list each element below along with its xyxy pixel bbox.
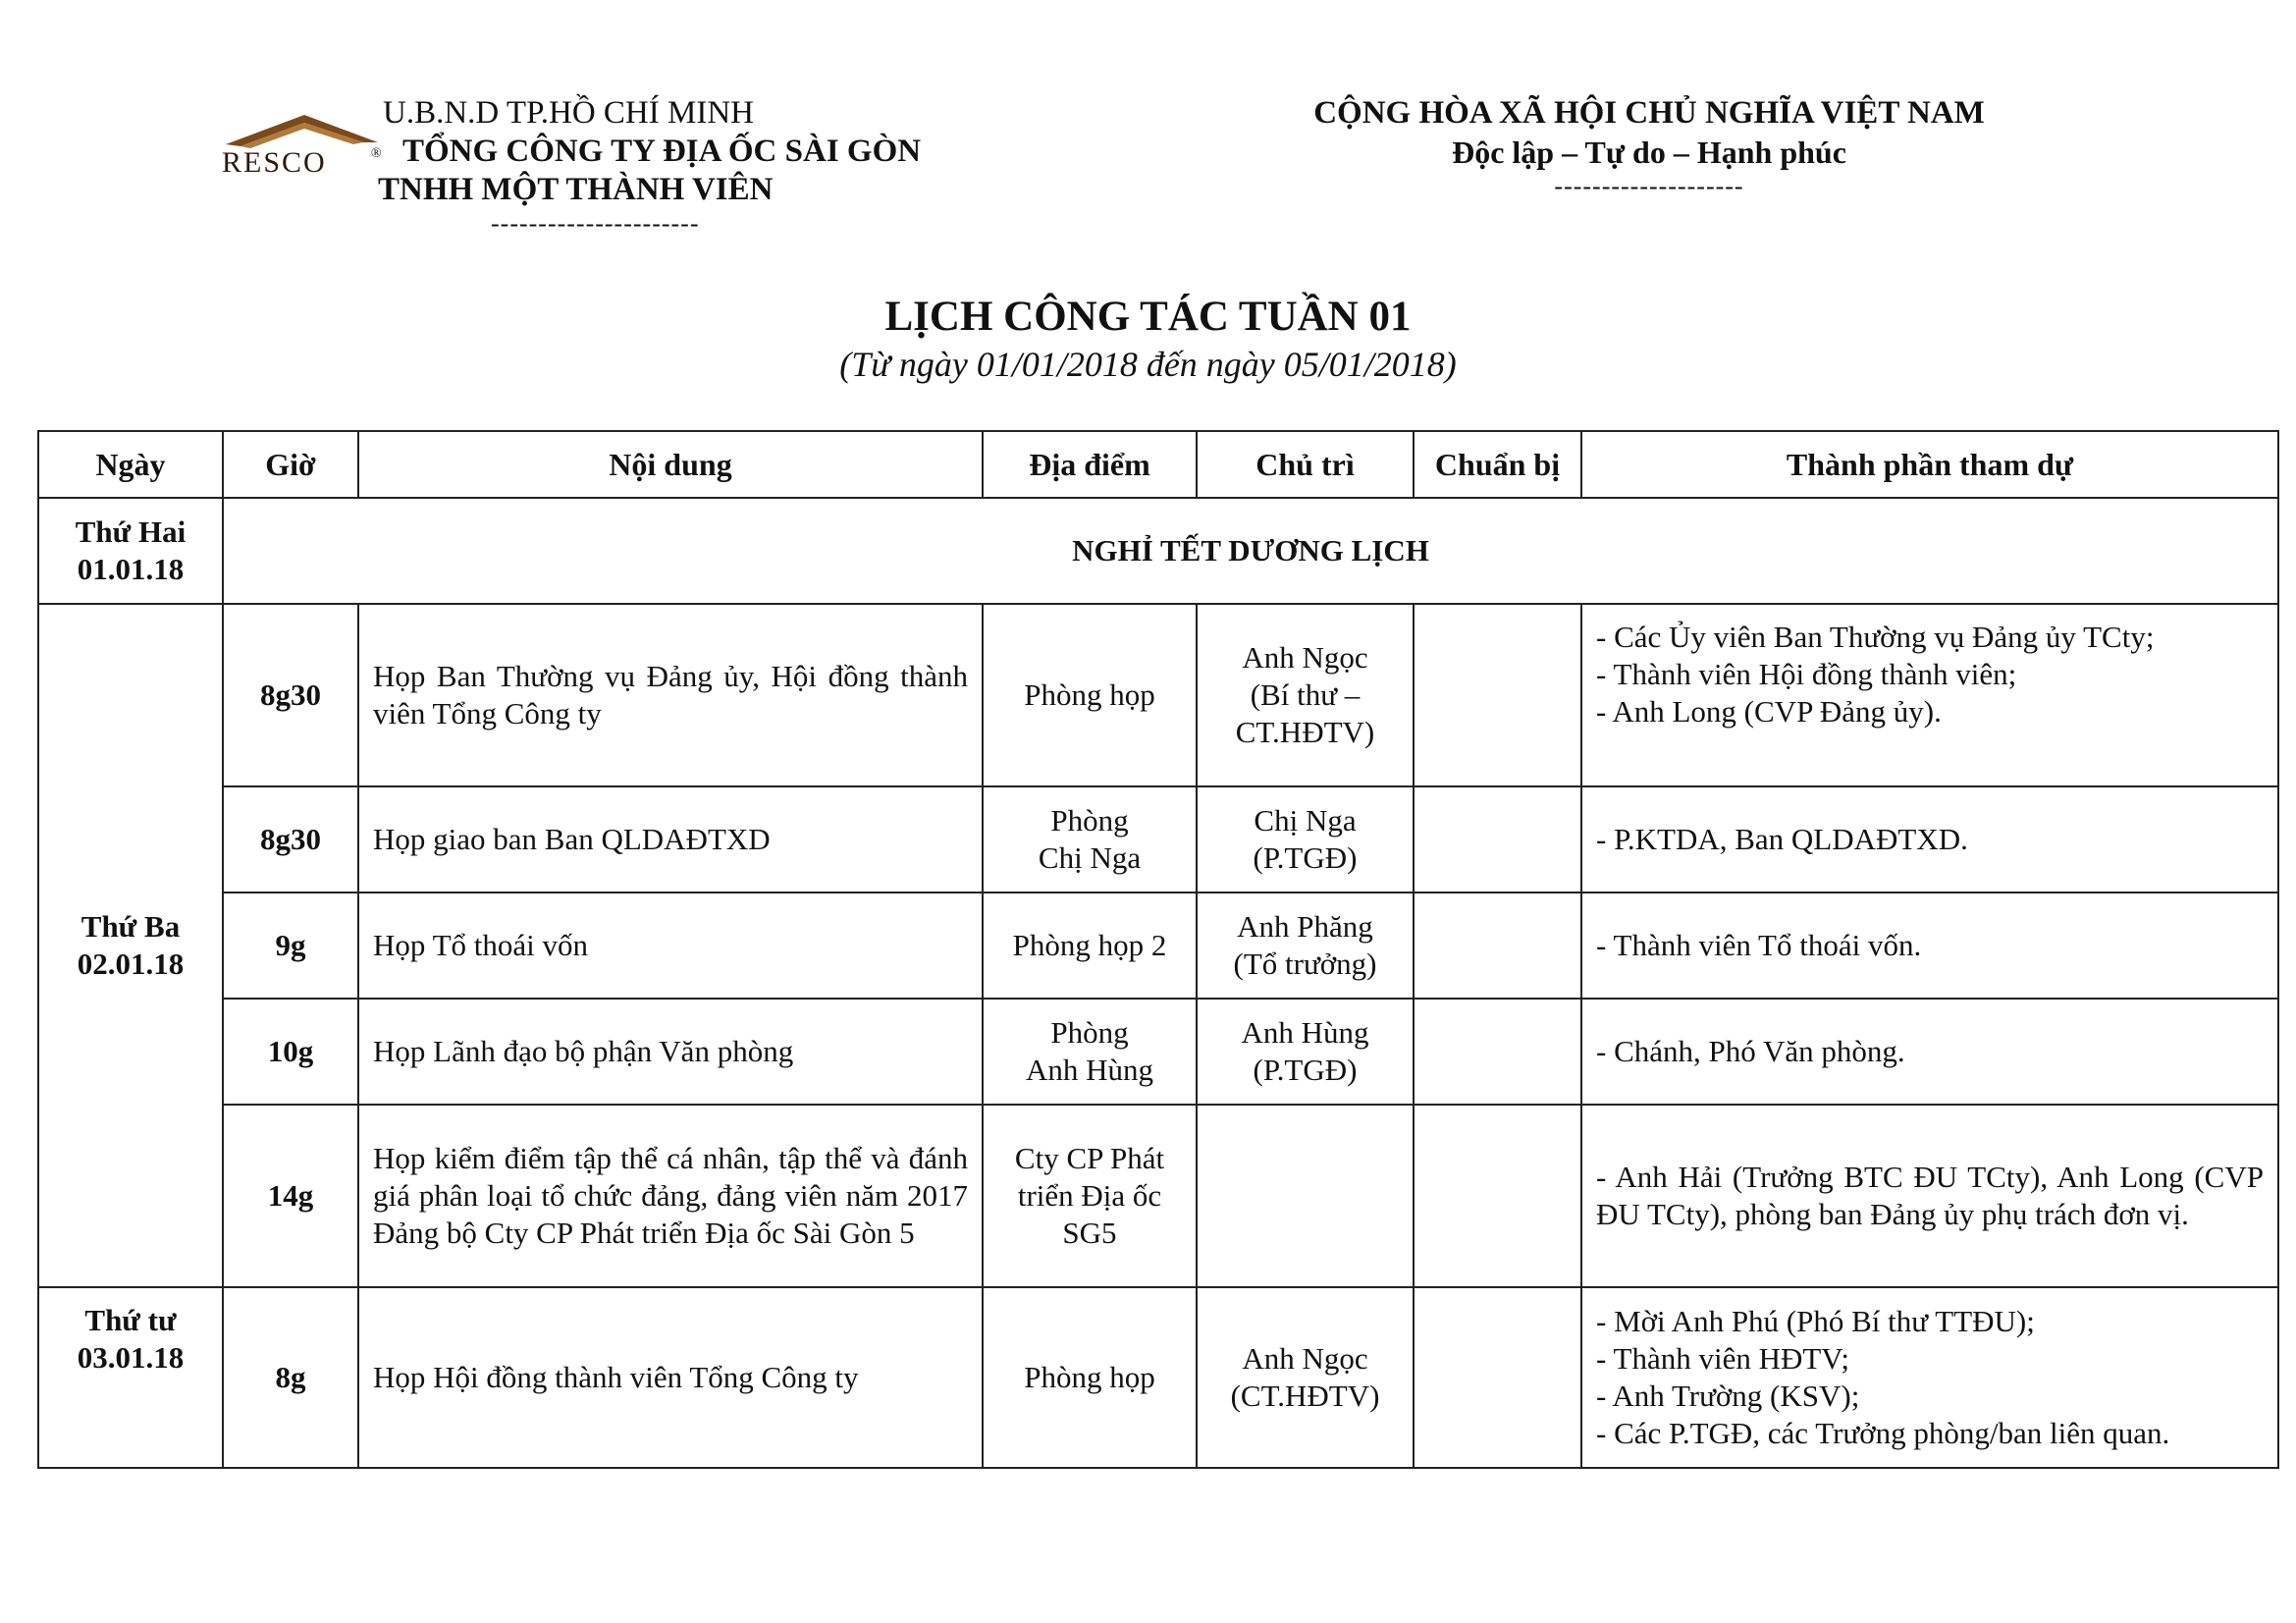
chair-line: Anh Ngọc bbox=[1242, 1341, 1368, 1376]
time-cell: 8g bbox=[223, 1287, 358, 1468]
chair-cell bbox=[1197, 1287, 1414, 1468]
chair-line: Anh Hùng bbox=[1241, 1015, 1369, 1050]
chair-line: (Bí thư – bbox=[1250, 677, 1361, 712]
attendee-line: - Thành viên Tổ thoái vốn. bbox=[1596, 928, 1922, 962]
day-cell bbox=[38, 604, 223, 1287]
attendees-cell bbox=[1581, 999, 2278, 1105]
location-line: Phòng bbox=[1050, 803, 1129, 838]
chair-line: Anh Ngọc bbox=[1242, 640, 1368, 675]
holiday-cell: NGHỈ TẾT DƯƠNG LỊCH bbox=[223, 498, 2278, 604]
table-row bbox=[38, 604, 2278, 786]
time-cell: 8g30 bbox=[223, 604, 358, 786]
table-header-row bbox=[38, 431, 2278, 498]
schedule-table bbox=[37, 430, 2279, 1469]
org-line-1: U.B.N.D TP.HỒ CHÍ MINH bbox=[383, 95, 755, 131]
day-cell bbox=[38, 1287, 223, 1468]
prep-cell bbox=[1414, 893, 1581, 999]
content-cell: Họp Tổ thoái vốn bbox=[358, 893, 983, 999]
logo-text: RESCO bbox=[222, 146, 327, 179]
col-header-chair: Chủ trì bbox=[1197, 431, 1414, 498]
col-header-day: Ngày bbox=[38, 431, 223, 498]
attendees-cell bbox=[1581, 893, 2278, 999]
chair-line: Chị Nga bbox=[1254, 803, 1357, 838]
attendee-line: - Các P.TGĐ, các Trưởng phòng/ban liên quan. bbox=[1596, 1416, 2170, 1450]
chair-line: (CT.HĐTV) bbox=[1230, 1379, 1380, 1413]
chair-line: (P.TGĐ) bbox=[1253, 1053, 1358, 1087]
attendees-cell bbox=[1581, 1105, 2278, 1287]
time-cell: 9g bbox=[223, 893, 358, 999]
table-row bbox=[38, 1105, 2278, 1287]
chair-cell bbox=[1197, 1105, 1414, 1287]
location-cell bbox=[983, 1105, 1197, 1287]
chair-line: Anh Phăng bbox=[1237, 909, 1373, 944]
prep-cell bbox=[1414, 1287, 1581, 1468]
location-line: SG5 bbox=[1062, 1216, 1117, 1250]
day-name: Thứ tư bbox=[84, 1303, 177, 1337]
location-line: Anh Hùng bbox=[1025, 1053, 1154, 1087]
attendee-line: - Mời Anh Phú (Phó Bí thư TTĐU); bbox=[1596, 1304, 2035, 1338]
document-title: LỊCH CÔNG TÁC TUẦN 01 bbox=[884, 294, 1412, 340]
day-name: Thứ Hai bbox=[75, 514, 187, 549]
table-row bbox=[38, 1287, 2278, 1468]
table-row bbox=[38, 498, 2278, 604]
location-cell: Phòng họp 2 bbox=[983, 893, 1197, 999]
attendee-line: - Anh Hải (Trưởng BTC ĐU TCty), Anh Long (CVP ĐU TCty), phòng ban Đảng ủy phụ trách đơn vị. bbox=[1596, 1160, 2264, 1231]
prep-cell bbox=[1414, 786, 1581, 893]
day-date: 03.01.18 bbox=[77, 1340, 185, 1375]
republic-title: CỘNG HÒA XÃ HỘI CHỦ NGHĨA VIỆT NAM bbox=[1313, 95, 1985, 131]
logo-mark: ® bbox=[371, 146, 382, 161]
content-cell: Họp Ban Thường vụ Đảng ủy, Hội đồng thành viên Tổng Công ty bbox=[358, 604, 983, 786]
table-row bbox=[38, 786, 2278, 893]
day-name: Thứ Ba bbox=[80, 909, 181, 944]
location-line: triển Địa ốc bbox=[1017, 1178, 1162, 1213]
location-line: Chị Nga bbox=[1038, 840, 1142, 875]
org-rule: ---------------------- bbox=[491, 209, 700, 238]
attendees-cell bbox=[1581, 786, 2278, 893]
chair-line: CT.HĐTV) bbox=[1235, 715, 1375, 749]
attendee-line: - Thành viên Hội đồng thành viên; bbox=[1596, 657, 2017, 691]
attendee-line: - Thành viên HĐTV; bbox=[1596, 1341, 1849, 1376]
motto-rule: -------------------- bbox=[1554, 172, 1744, 200]
prep-cell bbox=[1414, 604, 1581, 786]
col-header-attendees: Thành phần tham dự bbox=[1581, 431, 2278, 498]
col-header-time: Giờ bbox=[223, 431, 358, 498]
location-cell bbox=[983, 786, 1197, 893]
content-cell: Họp giao ban Ban QLDAĐTXD bbox=[358, 786, 983, 893]
attendee-line: - P.KTDA, Ban QLDAĐTXD. bbox=[1596, 822, 1968, 856]
chair-cell bbox=[1197, 893, 1414, 999]
attendees-cell bbox=[1581, 1287, 2278, 1468]
location-cell bbox=[983, 999, 1197, 1105]
prep-cell bbox=[1414, 999, 1581, 1105]
location-cell: Phòng họp bbox=[983, 1287, 1197, 1468]
document-subtitle: (Từ ngày 01/01/2018 đến ngày 05/01/2018) bbox=[839, 345, 1457, 384]
table-row bbox=[38, 893, 2278, 999]
chair-line: (P.TGĐ) bbox=[1253, 840, 1358, 875]
location-line: Cty CP Phát bbox=[1014, 1141, 1165, 1175]
location-line: Phòng bbox=[1050, 1015, 1129, 1050]
location-cell: Phòng họp bbox=[983, 604, 1197, 786]
chair-line: (Tổ trưởng) bbox=[1233, 947, 1377, 981]
col-header-prep: Chuẩn bị bbox=[1414, 431, 1581, 498]
content-cell: Họp Hội đồng thành viên Tổng Công ty bbox=[358, 1287, 983, 1468]
attendee-line: - Chánh, Phó Văn phòng. bbox=[1596, 1034, 1905, 1068]
attendees-cell bbox=[1581, 604, 2278, 786]
col-header-location: Địa điểm bbox=[983, 431, 1197, 498]
attendee-line: - Các Ủy viên Ban Thường vụ Đảng ủy TCty; bbox=[1596, 620, 2155, 654]
chair-cell bbox=[1197, 999, 1414, 1105]
time-cell: 14g bbox=[223, 1105, 358, 1287]
attendee-line: - Anh Trường (KSV); bbox=[1596, 1379, 1860, 1413]
chair-cell bbox=[1197, 604, 1414, 786]
chair-cell bbox=[1197, 786, 1414, 893]
day-cell bbox=[38, 498, 223, 604]
resco-logo bbox=[216, 113, 383, 177]
prep-cell bbox=[1414, 1105, 1581, 1287]
day-date: 01.01.18 bbox=[77, 552, 185, 586]
time-cell: 10g bbox=[223, 999, 358, 1105]
content-cell: Họp kiểm điểm tập thể cá nhân, tập thể và đánh giá phân loại tổ chức đảng, đảng viên năm 2017 Đảng bộ Cty CP Phát triển Địa ốc Sài Gòn 5 bbox=[358, 1105, 983, 1287]
motto: Độc lập – Tự do – Hạnh phúc bbox=[1452, 135, 1846, 170]
org-line-2: TỔNG CÔNG TY ĐỊA ỐC SÀI GÒN bbox=[402, 134, 922, 169]
col-header-content: Nội dung bbox=[358, 431, 983, 498]
table-row bbox=[38, 999, 2278, 1105]
day-date: 02.01.18 bbox=[77, 947, 185, 981]
content-cell: Họp Lãnh đạo bộ phận Văn phòng bbox=[358, 999, 983, 1105]
time-cell: 8g30 bbox=[223, 786, 358, 893]
attendee-line: - Anh Long (CVP Đảng ủy). bbox=[1596, 694, 1942, 729]
org-line-3: TNHH MỘT THÀNH VIÊN bbox=[378, 172, 774, 207]
